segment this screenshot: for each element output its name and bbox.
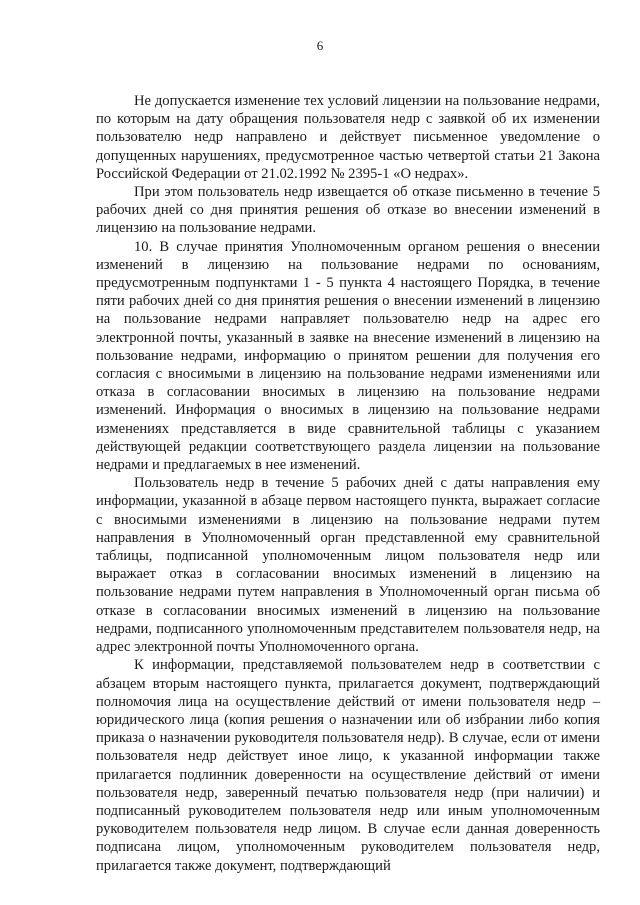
- paragraph-attached-documents: К информации, представляемой пользователем недр в соответствии с абзацем вторым настоящего пункта, прилагается документ, подтверждающий полномочия лица на осуществление действий от имени пользователя недр – юридического лица (копия решения о назначении или об избрании либо копия приказа о назначении руководителя пользователя недр). В случае, если от имени пользователя недр действует иное лицо, к указанной информации также прилагается подлинник доверенности на осуществление действий от имени пользователя недр, заверенный печатью пользователя недр (при наличии) и подписанный руководителем пользователя недр или иным уполномоченным руководителем пользователя недр лицом. В случае если данная доверенность подписана лицом, уполномоченным руководителем пользователя недр, прилагается также документ, подтверждающий: [96, 657, 600, 874]
- paragraph-prohibition: Не допускается изменение тех условий лицензии на пользование недрами, по которым на дату обращения пользователя недр с заявкой об их изменении пользователю недр направлено и действует письменное уведомление о допущенных нарушениях, предусмотренное частью четвертой статьи 21 Закона Российской Федерации от 21.02.1992 № 2395-1 «О недрах».: [96, 93, 600, 182]
- paragraph-item-10: 10. В случае принятия Уполномоченным органом решения о внесении изменений в лицензию на пользование недрами по основаниям, предусмотренным подпунктами 1 - 5 пункта 4 настоящего Порядка, в течение пяти рабочих дней со дня принятия решения о внесении изменений в лицензию на пользование недрами направляет пользователю недр на адрес его электронной почты, указанный в заявке на внесение изменений в лицензию на пользование недрами, информацию о принятом решении для получения его согласия с вносимыми в лицензию на пользование недрами изменениями или отказа в согласовании вносимых в лицензию на пользование недрами изменений. Информация о вносимых в лицензию на пользование недрами изменениях представляется в виде сравнительной таблицы с указанием действующей редакции соответствующего раздела лицензии на пользование недрами и предлагаемых в нее изменений.: [96, 238, 600, 474]
- page-number: 6: [316, 38, 324, 53]
- paragraph-refusal-notice: При этом пользователь недр извещается об отказе письменно в течение 5 рабочих дней со дня принятия решения об отказе во внесении изменений в лицензию на пользование недрами.: [96, 184, 600, 237]
- document-body: [96, 92, 600, 875]
- paragraph-user-consent: Пользователь недр в течение 5 рабочих дней с даты направления ему информации, указанной в абзаце первом настоящего пункта, выражает согласие с вносимыми изменениями в лицензию на пользование недрами путем направления в Уполномоченный орган представленной ему сравнительной таблицы, подписанной уполномоченным лицом пользователя недр или выражает отказ в согласовании вносимых изменений в лицензию на пользование недрами путем направления в Уполномоченный орган письма об отказе в согласовании вносимых изменений в лицензию на пользование недрами, подписанного уполномоченным представителем пользователя недр, на адрес электронной почты Уполномоченного органа.: [96, 475, 600, 656]
